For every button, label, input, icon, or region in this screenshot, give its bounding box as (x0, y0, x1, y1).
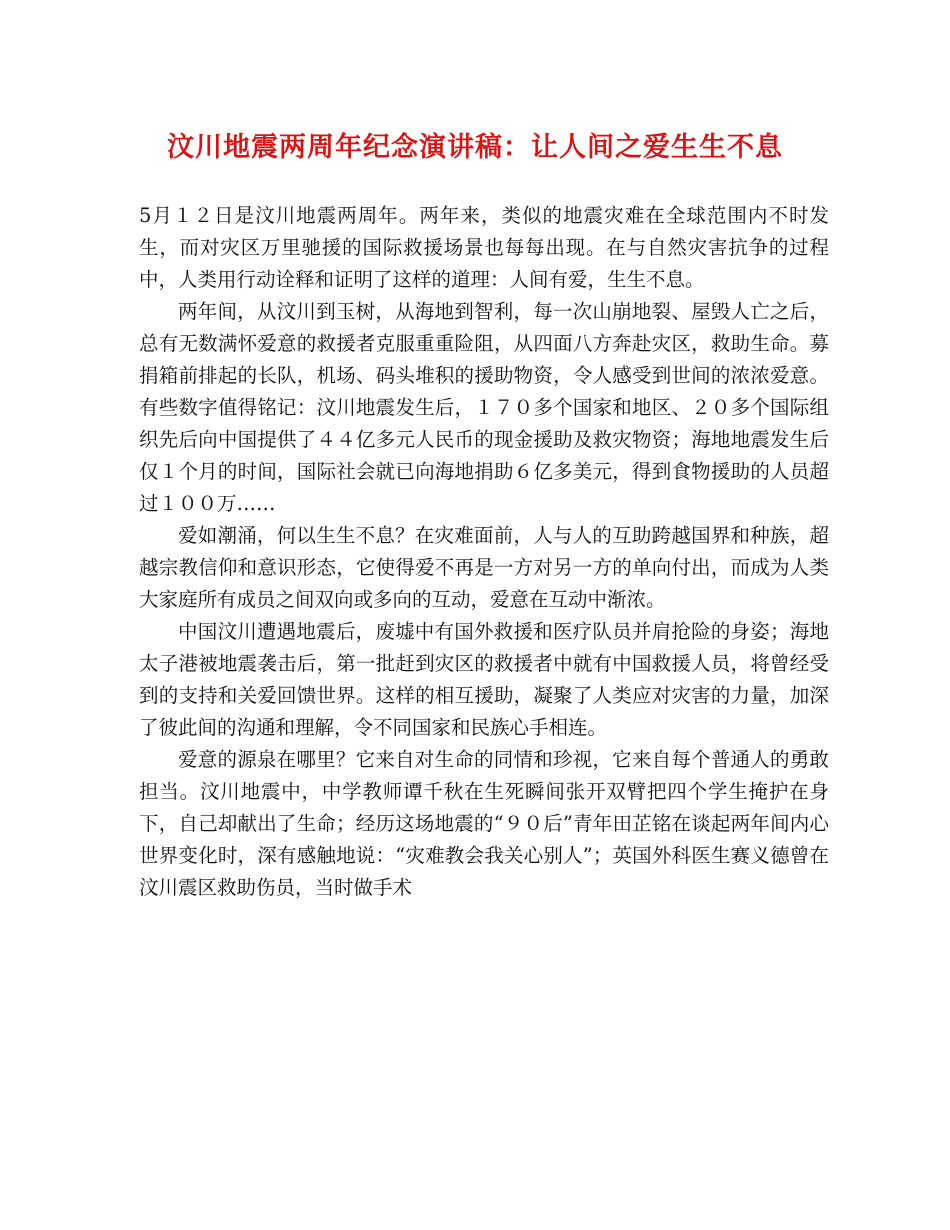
paragraph-3: 爱如潮涌，何以生生不息？在灾难面前，人与人的互助跨越国界和种族，超越宗教信仰和意识形态，它使得爱不再是一方对另一方的单向付出，而成为人类大家庭所有成员之间双向或多向的互动，爱意在互动中渐浓。 (139, 524, 829, 611)
paragraph-2: 两年间，从汶川到玉树，从海地到智利，每一次山崩地裂、屋毁人亡之后，总有无数满怀爱意的救援者克服重重险阻，从四面八方奔赴灾区，救助生命。募捐箱前排起的长队，机场、码头堆积的援助物资，令人感受到世间的浓浓爱意。有些数字值得铭记：汶川地震发生后，１７０多个国家和地区、２０多个国际组织先后向中国提供了４４亿多元人民币的现金援助及救灾物资；海地地震发生后仅１个月的时间，国际社会就已向海地捐助６亿多美元，得到食物援助的人员超过１００万…… (139, 300, 829, 515)
paragraph-1: 5月１２日是汶川地震两周年。两年来，类似的地震灾难在全球范围内不时发生，而对灾区万里驰援的国际救援场景也每每出现。在与自然灾害抗争的过程中，人类用行动诠释和证明了这样的道理：人间有爱，生生不息。 (139, 204, 829, 291)
paragraph-5: 爱意的源泉在哪里？它来自对生命的同情和珍视，它来自每个普通人的勇敢担当。汶川地震中，中学教师谭千秋在生死瞬间张开双臂把四个学生掩护在身下，自己却献出了生命；经历这场地震的“９０后”青年田芷铭在谈起两年间内心世界变化时，深有感触地说：“灾难教会我关心别人”；英国外科医生赛义德曾在汶川震区救助伤员，当时做手术 (139, 748, 829, 899)
paragraph-4: 中国汶川遭遇地震后，废墟中有国外救援和医疗队员并肩抢险的身姿；海地太子港被地震袭击后，第一批赶到灾区的救援者中就有中国救援人员，将曾经受到的支持和关爱回馈世界。这样的相互援助，凝聚了人类应对灾害的力量，加深了彼此间的沟通和理解，令不同国家和民族心手相连。 (139, 620, 829, 739)
document-body (139, 200, 829, 904)
document-title: 汶川地震两周年纪念演讲稿：让人间之爱生生不息 (167, 132, 783, 163)
